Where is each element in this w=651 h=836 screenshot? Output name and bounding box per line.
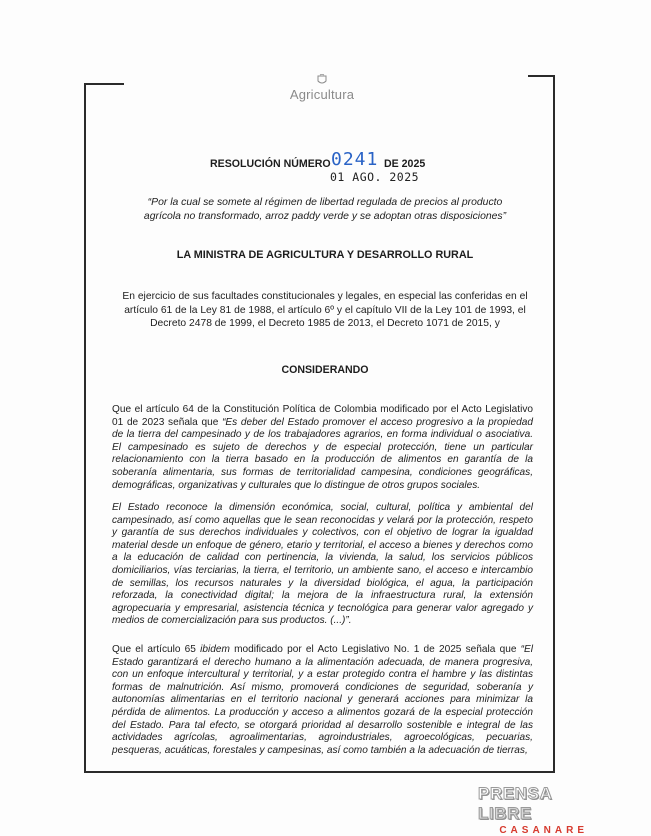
resolution-label: RESOLUCIÓN NÚMERO — [210, 158, 331, 170]
paragraph-text: Que el artículo 64 de la Constitución Política de Colombia modificado por el Acto Legislativo 01 de 2023 señala que — [112, 404, 533, 428]
paragraph-text: modificado por el Acto Legislativo No. 1 de 2025 señala que — [229, 644, 521, 655]
resolution-number: 0241 — [331, 149, 379, 170]
legal-faculties: En ejercicio de sus facultades constitucionales y legales, en especial las conferidas en el artículo 61 de la Ley 81 de 1988, el artículo 6º y el capítulo VII de la Ley 101 de 1993, el Decreto 2478 de 1999, el Decreto 1985 de 2013, el Decreto 1071 de 2015, y — [122, 291, 528, 330]
paragraph-article-65 — [112, 644, 533, 757]
watermark-subtitle: CASANARE — [499, 825, 588, 836]
watermark-title-accent: LIBRE — [478, 804, 532, 823]
date-stamp: 01 AGO. 2025 — [330, 170, 420, 184]
coat-of-arms-icon — [315, 74, 329, 86]
page-border-right — [553, 75, 555, 773]
paragraph-text: Que el artículo 65 — [112, 644, 201, 655]
ministry-logo — [282, 74, 362, 110]
ibidem-text: ibidem — [200, 644, 230, 655]
logo-text: Agricultura — [289, 87, 355, 102]
quoted-text: El Estado reconoce la dimensión económica, social, cultural, política y ambiental del campesinado, así como aquellas que le sean reconocidas y velará por la protección, respeto y garantía de sus derechos individuales y colectivos, con el objetivo de lograr la igualdad material desde un enfoque de género, etario y territorial, el acceso a bienes y derechos como a la educación de calidad con pertinencia, la vivienda, la salud, los servicios públicos domiciliarios, vías terciarias, la tierra, el territorio, un ambiente sano, el acceso e intercambio de semillas, los recursos naturales y la diversidad biológica, el agua, la participación reforzada, la conectividad digital; la mejora de la infraestructura rural, la extensión agropecuaria y empresarial, asistencia técnica y tecnológica para generar valor agregado y medios de comercialización para sus productos. (...)”. — [112, 502, 533, 627]
page-border-top-right — [528, 75, 555, 77]
quoted-text: “El Estado garantizará el derecho humano a la alimentación adecuada, de manera progresiva, con un enfoque intercultural y territorial, y a estar protegido contra el hambre y las distintas formas de malnutrición. Así mismo, promoverá condiciones de seguridad, soberanía y autonomías alimentarias en el territorio nacional y generará acciones para minimizar la pérdida de alimentos. La producción y acceso a alimentos gozará de la especial protección del Estado. Para tal efecto, se otorgará prioridad al desarrollo sostenible e integral de las actividades agrícolas, agroalimentarias, agroindustriales, agroecológicas, pecuarias, pesqueras, acuáticas, forestales y campesinas, así como también a la adecuación de tierras, — [112, 644, 533, 756]
resolution-subject: “Por la cual se somete al régimen de libertad regulada de precios al producto agrícola no transformado, arroz paddy verde y se adoptan otras disposiciones” — [143, 197, 507, 222]
watermark-title-main: PRENSA — [478, 784, 552, 803]
issuing-authority: LA MINISTRA DE AGRICULTURA Y DESARROLLO RURAL — [176, 249, 474, 261]
quoted-text: “Es deber del Estado promover el acceso progresivo a la propiedad de la tierra del campesinado y de los trabajadores agrarios, en forma individual o asociativa. El campesinado es sujeto de derechos y de especial protección, tiene un particular relacionamiento con la tierra basado en la producción de alimentos en garantía de la soberanía alimentaria, sus formas de territorialidad campesina, condiciones geográficas, demográficas, organizativas y culturales que lo distingue de otros grupos sociales. — [112, 416, 533, 491]
resolution-year: DE 2025 — [384, 158, 426, 170]
paragraph-article-64-continued — [112, 502, 533, 628]
watermark-title — [478, 784, 590, 824]
paragraph-article-64 — [112, 404, 533, 492]
considering-heading: CONSIDERANDO — [281, 364, 369, 376]
page-border-top-left — [84, 83, 124, 85]
prensa-libre-watermark — [478, 784, 590, 836]
page-border-bottom — [84, 771, 555, 773]
page-border-left — [84, 83, 86, 773]
